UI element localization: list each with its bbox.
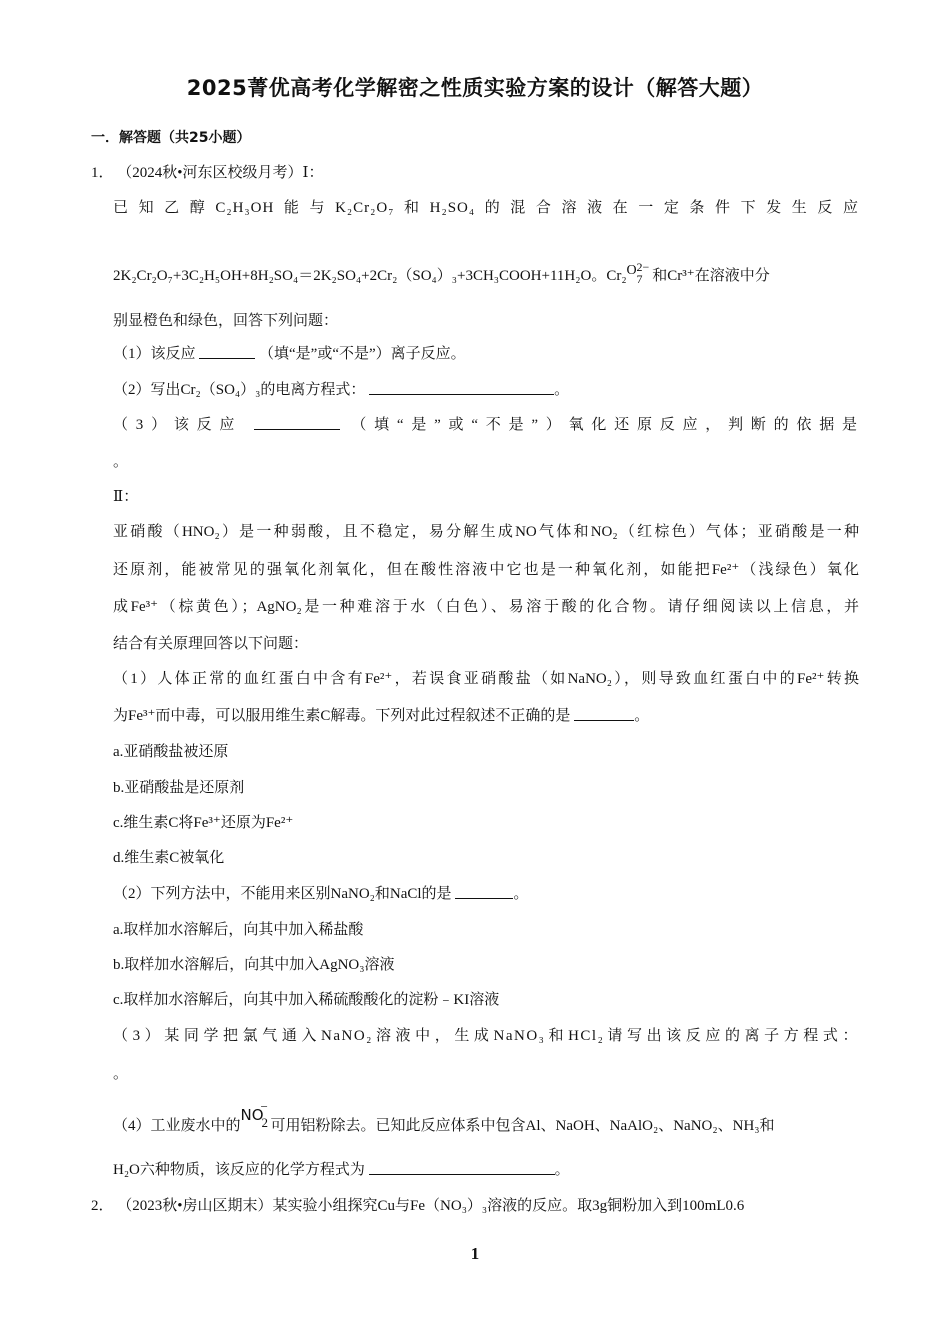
method-c: c.取样加水溶解后，向其中加入稀硫酸酸化的淀粉﹣KI溶液 <box>113 992 500 1008</box>
ion-letters: NO <box>240 1105 264 1124</box>
answer-blank[interactable] <box>369 1160 555 1175</box>
document-title: 2025菁优高考化学解密之性质实验方案的设计（解答大题） <box>186 76 764 100</box>
subquestion-tail: 可用铝粉除去。已知此反应体系中包含Al、NaOH、NaAlO₂、NaNO₂、NH₃和 <box>270 1118 775 1134</box>
answer-blank[interactable] <box>369 380 554 395</box>
answer-blank[interactable] <box>455 884 513 899</box>
q1-sub3-end: 。 <box>113 1066 129 1082</box>
answer-blank[interactable] <box>199 344 255 359</box>
question-2-header <box>91 1196 859 1216</box>
subquestion-text: （1）该反应 <box>113 346 196 362</box>
answer-blank[interactable] <box>254 415 340 430</box>
q1-para-line-2: 还原剂，能被常见的强氧化剂氧化，但在酸性溶液中它也是一种氧化剂，如能把Fe²⁺（浅绿色）氧化 <box>113 562 859 578</box>
subquestion-tail: （填“是”或“不是”）氧化还原反应，判断的依据是 <box>351 417 860 433</box>
subquestion-text: （2）写出Cr₂（SO₄）₃的电离方程式： <box>113 382 366 398</box>
q1-part1-sub3 <box>113 415 859 435</box>
subquestion-text: H₂O六种物质，该反应的化学方程式为 <box>113 1162 365 1178</box>
nitrite-ion-formula <box>240 1098 271 1137</box>
section-heading: 一．解答题（共25小题） <box>91 130 251 146</box>
subquestion-text: （2）下列方法中，不能用来区别NaNO₂和NaCl的是 <box>113 886 452 902</box>
q1-sub2 <box>113 884 859 904</box>
question-1-header <box>91 163 837 183</box>
equation-tail: 和Cr³⁺在溶液中分 <box>652 268 770 284</box>
subquestion-tail: 。 <box>554 1162 570 1178</box>
q1-sub1-line-1: （1）人体正常的血红蛋白中含有Fe²⁺，若误食亚硝酸盐（如NaNO₂），则导致血红蛋白中的Fe²⁺转换 <box>113 671 859 687</box>
ion-charge: 2− <box>636 259 650 274</box>
q1-sub4-line-1 <box>113 1098 859 1137</box>
q1-sub3: （3）某同学把氯气通入NaNO₂溶液中，生成NaNO₃和HCl₂请写出该反应的离子方程式： <box>113 1028 859 1044</box>
page-number: 1 <box>470 1244 480 1263</box>
subquestion-tail: 。 <box>513 886 529 902</box>
q1-sub1-line-2 <box>113 706 859 726</box>
ion-subscript: 7 <box>636 271 643 286</box>
q1-part1-sub3-end: 。 <box>113 454 129 470</box>
question-source: （2024秋•河东区校级月考）Ⅰ： <box>117 165 324 181</box>
subquestion-text: （3）该反应 <box>113 417 243 433</box>
q1-part1-sub2 <box>113 380 859 400</box>
q1-part2-label: Ⅱ： <box>113 489 139 505</box>
q1-part1-sub1 <box>113 344 859 364</box>
answer-blank[interactable] <box>574 706 634 721</box>
subquestion-tail: 。 <box>554 382 570 398</box>
method-a: a.取样加水溶解后，向其中加入稀盐酸 <box>113 922 364 938</box>
method-b: b.取样加水溶解后，向其中加入AgNO₃溶液 <box>113 957 395 973</box>
reaction-equation: 2K₂Cr₂O₇+3C₂H₅OH+8H₂SO₄＝2K₂SO₄+2Cr₂（SO₄）₃+3CH₃COOH+11H₂O。Cr₂ <box>113 268 627 284</box>
q1-intro: 已知乙醇C₂H₃OH能与K₂Cr₂O₇和H₂SO₄的混合溶液在一定条件下发生反应 <box>113 200 859 216</box>
ion-charge: − <box>260 1098 268 1114</box>
q1-sub4-line-2 <box>113 1160 859 1180</box>
option-a: a.亚硝酸盐被还原 <box>113 744 229 760</box>
ion-letter: O <box>626 262 637 278</box>
ion-subscript: 2 <box>261 1114 269 1130</box>
question-number: 2． <box>91 1198 114 1214</box>
question-text: （2023秋•房山区期末）某实验小组探究Cu与Fe（NO₃）₃溶液的反应。取3g铜粉加入到100mL0.6 <box>117 1198 745 1214</box>
question-number: 1． <box>91 165 114 181</box>
subquestion-text: （4）工业废水中的 <box>113 1118 241 1134</box>
subquestion-text: 为Fe³⁺而中毒，可以服用维生素C解毒。下列对此过程叙述不正确的是 <box>113 708 571 724</box>
option-d: d.维生素C被氧化 <box>113 850 225 866</box>
subquestion-tail: 。 <box>634 708 650 724</box>
q1-para-line-4: 结合有关原理回答以下问题： <box>113 636 309 652</box>
q1-equation-line <box>113 259 859 287</box>
subquestion-tail: （填“是”或“不是”）离子反应。 <box>259 346 466 362</box>
q1-para-line-1: 亚硝酸（HNO₂）是一种弱酸，且不稳定，易分解生成NO气体和NO₂（红棕色）气体；亚硝酸是一种 <box>113 524 859 540</box>
q1-para-line-3: 成Fe³⁺（棕黄色）；AgNO₂是一种难溶于水（白色）、易溶于酸的化合物。请仔细阅读以上信息，并 <box>113 599 859 615</box>
option-c: c.维生素C将Fe³⁺还原为Fe²⁺ <box>113 815 294 831</box>
q1-color-line: 别显橙色和绿色，回答下列问题： <box>113 313 339 329</box>
dichromate-ion-formula <box>626 259 650 287</box>
option-b: b.亚硝酸盐是还原剂 <box>113 780 245 796</box>
